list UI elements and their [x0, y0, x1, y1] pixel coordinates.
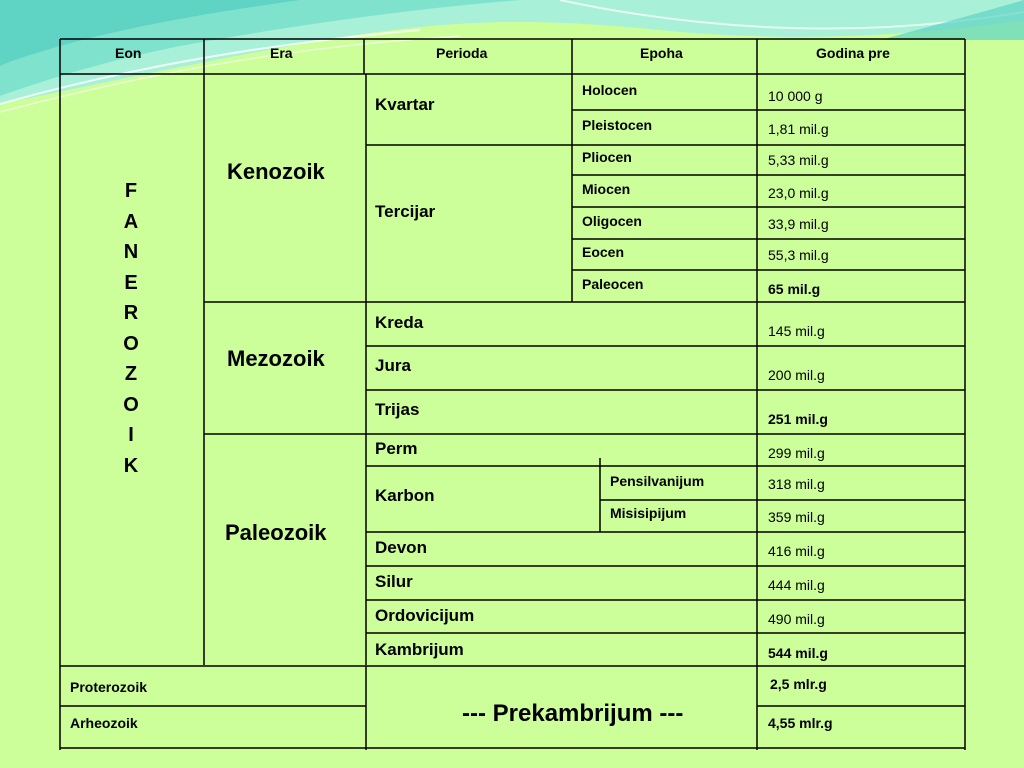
eon-letter: O: [123, 332, 139, 355]
age-proterozoik: 2,5 mlr.g: [770, 676, 827, 692]
epoch-pliocen: Pliocen: [582, 149, 632, 165]
epoch-pleistocen: Pleistocen: [582, 117, 653, 133]
period-trijas: Trijas: [375, 400, 420, 419]
eon-letter: F: [124, 180, 138, 202]
age-paleocen: 65 mil.g: [768, 281, 821, 297]
age-oligocen: 33,9 mil.g: [768, 216, 829, 232]
period-silur: Silur: [375, 572, 413, 591]
eon-letter: E: [124, 271, 138, 294]
era-kenozoik: Kenozoik: [227, 159, 325, 184]
period-jura: Jura: [375, 356, 411, 375]
age-kreda: 145 mil.g: [768, 323, 825, 339]
eon-letter: N: [123, 241, 139, 263]
period-kambrijum: Kambrijum: [375, 640, 464, 659]
eon-letter: R: [123, 302, 139, 324]
age-devon: 416 mil.g: [768, 543, 825, 559]
header-epoha: Epoha: [640, 45, 683, 61]
period-ordovicijum: Ordovicijum: [375, 606, 475, 625]
period-devon: Devon: [375, 538, 427, 557]
age-misisipijum: 359 mil.g: [768, 509, 825, 525]
period-kvartar: Kvartar: [375, 95, 435, 114]
era-paleozoik: Paleozoik: [225, 520, 327, 545]
epoch-pensilvanijum: Pensilvanijum: [610, 473, 705, 489]
period-perm: Perm: [375, 439, 418, 458]
age-pliocen: 5,33 mil.g: [768, 152, 829, 168]
prekambrijum-label: --- Prekambrijum ---: [462, 700, 684, 727]
eon-letter: O: [123, 393, 139, 416]
eon-letter: K: [123, 454, 139, 477]
epoch-eocen: Eocen: [582, 244, 625, 260]
age-trijas: 251 mil.g: [768, 411, 828, 427]
eon-arheozoik: Arheozoik: [70, 715, 138, 731]
age-pleistocen: 1,81 mil.g: [768, 121, 829, 137]
eon-letter: I: [128, 424, 134, 446]
age-silur: 444 mil.g: [768, 577, 825, 593]
eon-proterozoik: Proterozoik: [70, 679, 148, 695]
age-eocen: 55,3 mil.g: [768, 247, 829, 263]
era-mezozoik: Mezozoik: [227, 346, 325, 371]
period-karbon: Karbon: [375, 486, 435, 505]
age-holocen: 10 000 g: [768, 88, 823, 104]
age-ordovicijum: 490 mil.g: [768, 611, 825, 627]
eon-letter: Z: [124, 363, 138, 385]
epoch-misisipijum: Misisipijum: [610, 505, 687, 521]
epoch-oligocen: Oligocen: [582, 213, 642, 229]
age-perm: 299 mil.g: [768, 445, 825, 461]
age-arheozoik: 4,55 mlr.g: [768, 715, 833, 731]
header-perioda: Perioda: [436, 45, 488, 61]
age-jura: 200 mil.g: [768, 367, 825, 383]
header-era: Era: [270, 45, 293, 61]
epoch-paleocen: Paleocen: [582, 276, 644, 292]
period-tercijar: Tercijar: [375, 202, 436, 221]
eon-letter: A: [123, 210, 139, 233]
period-kreda: Kreda: [375, 313, 424, 332]
epoch-holocen: Holocen: [582, 82, 638, 98]
eon-fanerozoik-vertical: [110, 176, 152, 481]
header-godina: Godina pre: [816, 45, 890, 61]
epoch-miocen: Miocen: [582, 181, 631, 197]
age-pensilvanijum: 318 mil.g: [768, 476, 825, 492]
age-kambrijum: 544 mil.g: [768, 645, 828, 661]
age-miocen: 23,0 mil.g: [768, 185, 829, 201]
header-eon: Eon: [115, 45, 142, 61]
